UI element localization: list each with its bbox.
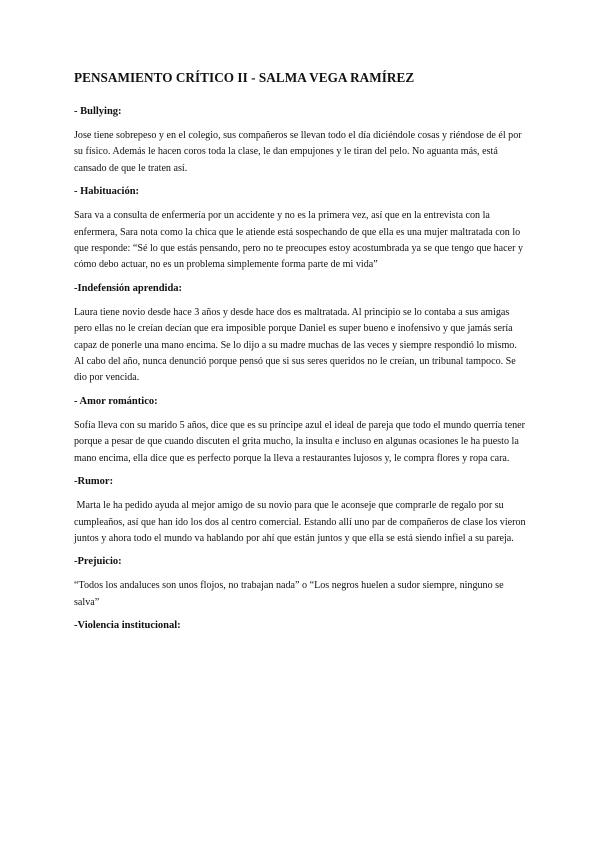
section-paragraph: Jose tiene sobrepeso y en el colegio, sus compañeros se llevan todo el día diciéndole cosas y riéndose de él por su físico. Además le hacen coros toda la clase, le dan empujones y le tiran del pelo. No aguanta más, está cansado de que le traten así. — [74, 130, 522, 174]
section-violencia-institucional — [74, 620, 528, 631]
section-heading: -Violencia institucional: — [74, 620, 181, 632]
section-prejuicio — [74, 556, 528, 611]
section-indefension — [74, 283, 528, 387]
section-paragraph: Sofía lleva con su marido 5 años, dice que es su príncipe azul el ideal de pareja que todo el mundo querría tener porque a pesar de que cuando discuten el grita mucho, la insulta e incluso en algunas ocasiones le ha puesto la mano encima, ella dice que es perfecto porque la lleva a restaurantes lujosos y, le compra flores y ropa cara. — [74, 419, 525, 464]
section-paragraph: Marta le ha pedido ayuda al mejor amigo de su novio para que le aconseje que comprarle de regalo por su cumpleaños, así que han ido los dos al centro comercial. Estando allí uno par de compañeros de clase los vieron juntos y ahora todo el mundo va hablando por ahí que están juntos y que ella se está siendo infiel a su pareja. — [74, 500, 529, 544]
section-habituacion — [74, 186, 528, 274]
document-title: PENSAMIENTO CRÍTICO II - SALMA VEGA RAMÍREZ — [74, 70, 415, 85]
section-paragraph: “Todos los andaluces son unos flojos, no trabajan nada” o “Los negros huelen a sudor siempre, ninguno se salva” — [74, 580, 504, 608]
section-amor-romantico — [74, 396, 528, 467]
section-heading: -Prejuicio: — [74, 556, 122, 568]
section-bullying — [74, 106, 528, 177]
section-heading: -Rumor: — [74, 476, 114, 488]
section-heading: - Amor romántico: — [74, 395, 158, 407]
section-paragraph: Sara va a consulta de enfermería por un accidente y no es la primera vez, así que en la entrevista con la enfermera, Sara nota como la chica que le atiende está sospechando de que ella es una mujer maltratada con lo que responde: “Sé lo que estás pensando, pero no te preocupes estoy acostumbrada ya se que tengo que hacer y cómo debo actuar, no es un problema simplemente forma parte de mi vida” — [74, 210, 524, 271]
section-heading: - Habituación: — [74, 186, 140, 198]
section-paragraph: Laura tiene novio desde hace 3 años y desde hace dos es maltratada. Al principio se lo contaba a sus amigas pero ellas no le creían decían que era imposible porque Daniel es super bueno e inofensivo y que jamás sería capaz de ponerle una mano encima. Se lo dijo a su madre muchas de las veces y siempre respondió lo mismo. Al cabo del año, nunca denunció porque pensó que si sus seres queridos no le creían, un tribunal tampoco. Se dio por vencida. — [74, 306, 517, 384]
section-heading: -Indefensión aprendida: — [74, 282, 183, 294]
section-heading: - Bullying: — [74, 106, 122, 117]
section-rumor — [74, 476, 528, 547]
